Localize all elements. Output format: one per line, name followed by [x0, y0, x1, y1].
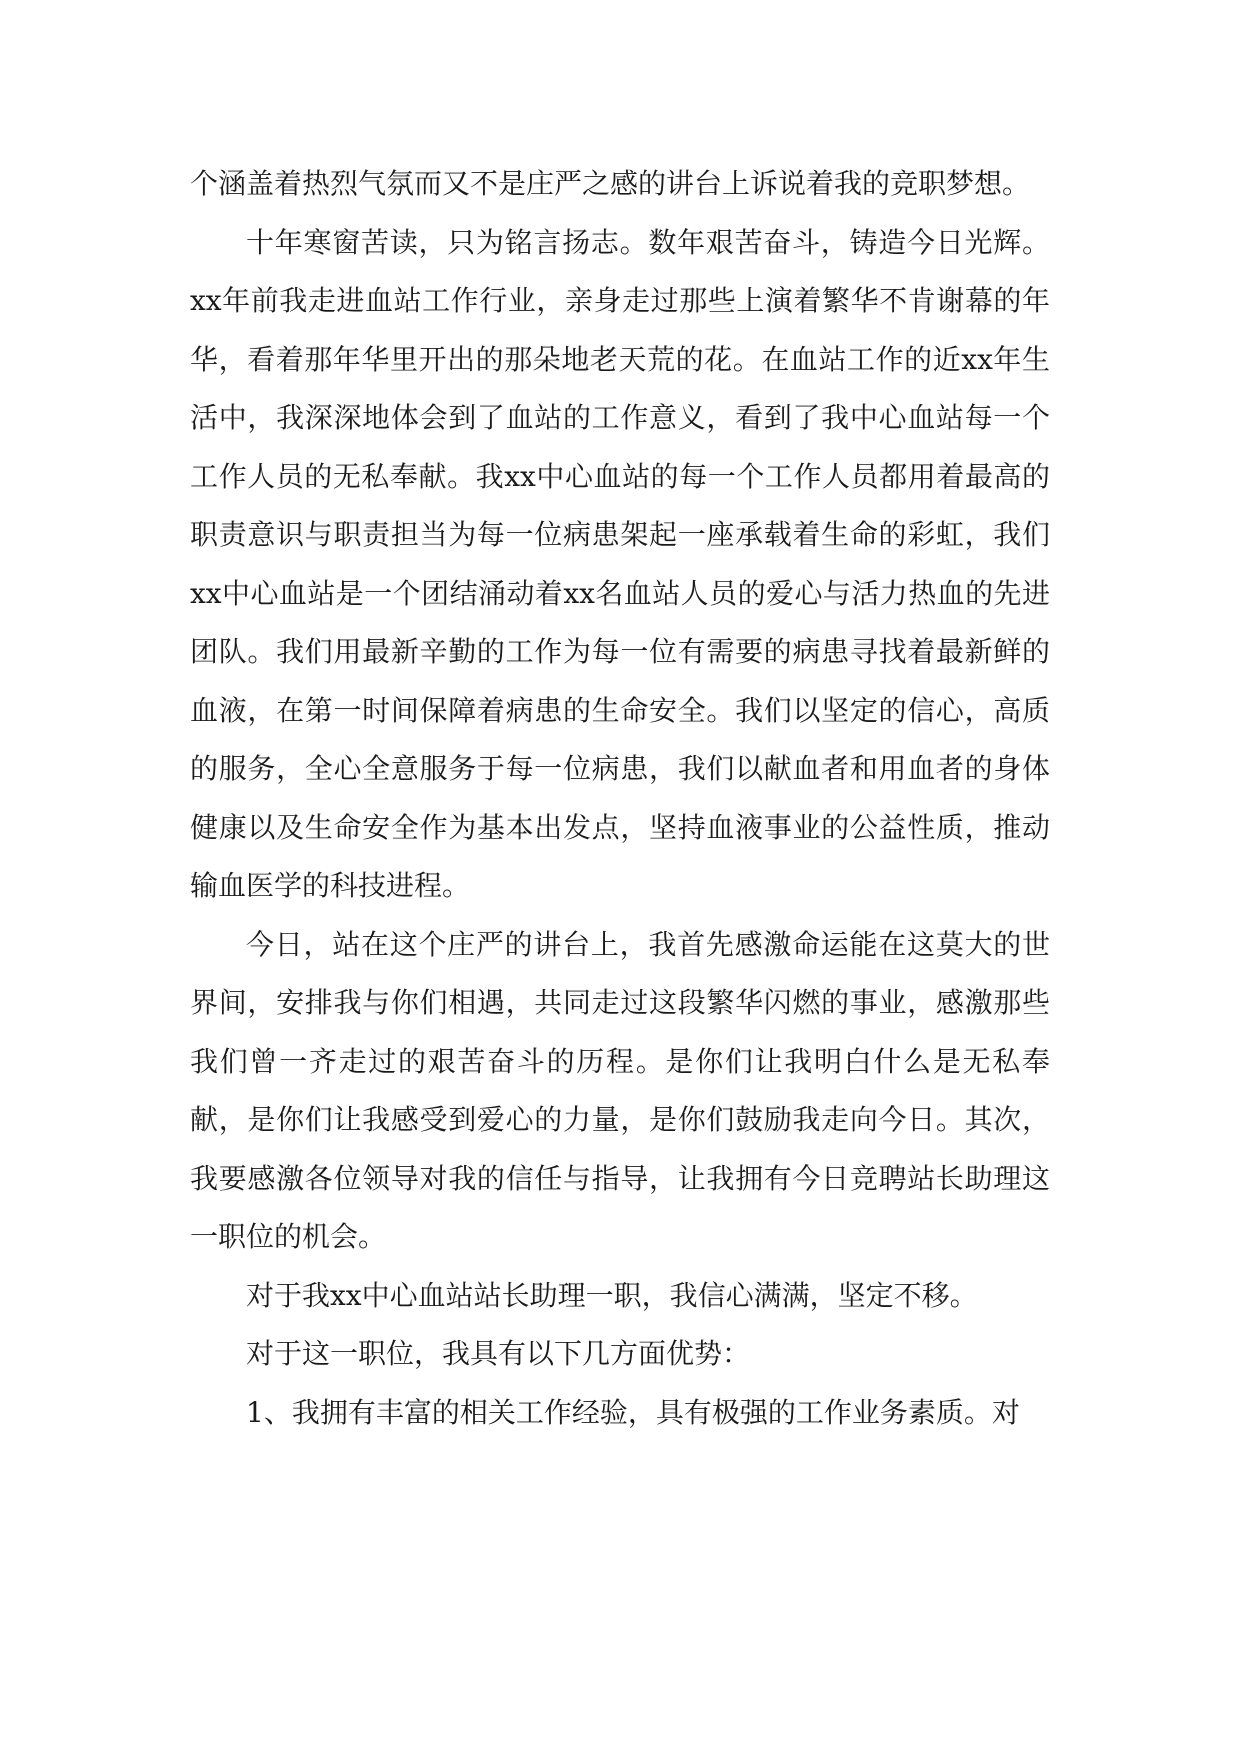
paragraph-continuation: 个涵盖着热烈气氛而又不是庄严之感的讲台上诉说着我的竞职梦想。: [190, 167, 1031, 200]
paragraph-advantage-1: 1、我拥有丰富的相关工作经验，具有极强的工作业务素质。对: [246, 1395, 1020, 1429]
document-body: [190, 155, 1050, 1442]
paragraph-gratitude: 今日，站在这个庄严的讲台上，我首先感激命运能在这莫大的世界间，安排我与你们相遇，共同走过这段繁华闪燃的事业，感激那些我们曾一齐走过的艰苦奋斗的历程。是你们让我明白什么是无私奉献，是你们让我感受到爱心的力量，是你们鼓励我走向今日。其次，我要感激各位领导对我的信任与指导，让我拥有今日竞聘站长助理这一职位的机会。: [190, 927, 1050, 1253]
paragraph-career-history: 十年寒窗苦读，只为铭言扬志。数年艰苦奋斗，铸造今日光辉。xx年前我走进血站工作行业，亲身走过那些上演着繁华不肯谢幕的年华，看着那年华里开出的那朵地老天荒的花。在血站工作的近xx年生活中，我深深地体会到了血站的工作意义，看到了我中心血站每一个工作人员的无私奉献。我xx中心血站的每一个工作人员都用着最高的职责意识与职责担当为每一位病患架起一座承载着生命的彩虹，我们xx中心血站是一个团结涌动着xx名血站人员的爱心与活力热血的先进团队。我们用最新辛勤的工作为每一位有需要的病患寻找着最新鲜的血液，在第一时间保障着病患的生命安全。我们以坚定的信心，高质的服务，全心全意服务于每一位病患，我们以献血者和用血者的身体健康以及生命安全作为基本出发点，坚持血液事业的公益性质，推动输血医学的科技进程。: [190, 225, 1050, 902]
paragraph-advantages-intro: 对于这一职位，我具有以下几方面优势：: [246, 1337, 751, 1370]
paragraph-confidence: 对于我xx中心血站站长助理一职，我信心满满，坚定不移。: [246, 1278, 978, 1312]
